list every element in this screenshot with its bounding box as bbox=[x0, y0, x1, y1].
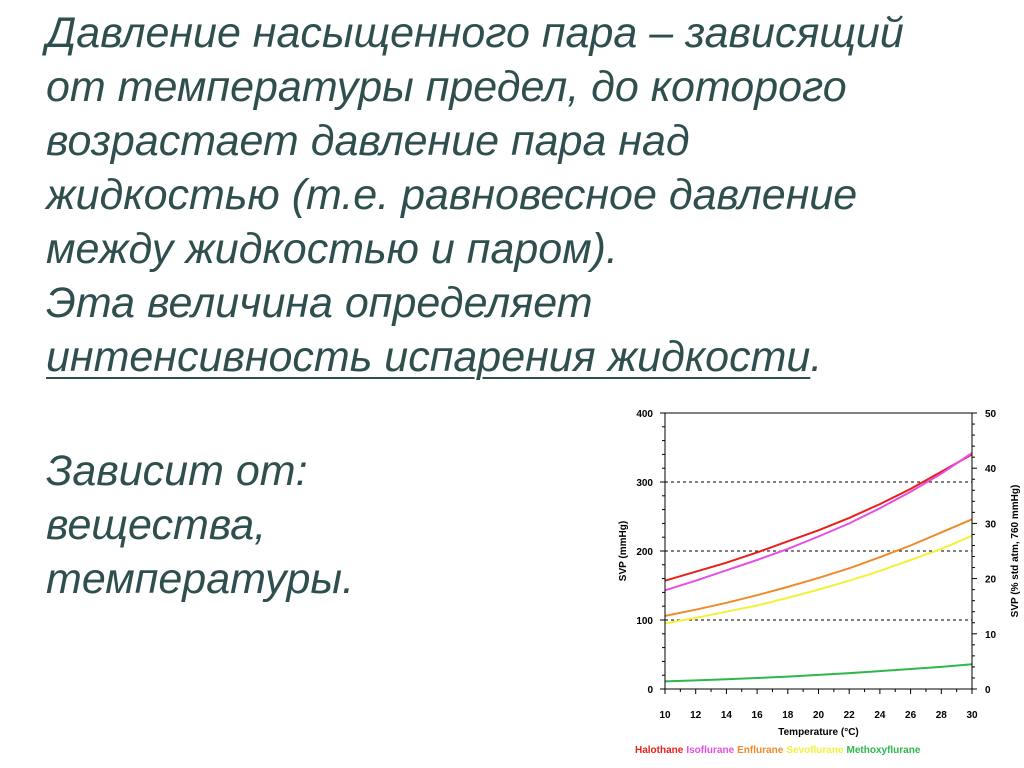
series-line-sevoflurane bbox=[665, 536, 972, 624]
x-axis-label: Temperature (°C) bbox=[778, 727, 859, 738]
x-tick-label: 10 bbox=[659, 710, 671, 721]
y-tick-label: 300 bbox=[636, 478, 653, 489]
x-tick-label: 26 bbox=[905, 710, 917, 721]
y-tick-label: 400 bbox=[636, 409, 653, 420]
legend-entry: Enflurane bbox=[737, 745, 784, 756]
y2-tick-label: 40 bbox=[985, 464, 997, 476]
legend-entry: Halothane bbox=[635, 745, 684, 756]
vapor-pressure-chart bbox=[605, 400, 1024, 768]
underlined-phrase: интенсивность испарения жидкости bbox=[46, 333, 811, 381]
legend-entry: Sevoflurane bbox=[786, 745, 844, 756]
text-line: между жидкостью и паром). bbox=[46, 225, 618, 273]
chart-canvas bbox=[605, 400, 1024, 745]
x-tick-label: 22 bbox=[843, 710, 855, 721]
y2-tick-label: 10 bbox=[985, 629, 997, 641]
series-line-halothane bbox=[665, 454, 972, 580]
y2-tick-label: 0 bbox=[985, 685, 991, 696]
text-line: Давление насыщенного пара – зависящий bbox=[46, 9, 904, 57]
y-tick-label: 0 bbox=[647, 685, 653, 696]
text-line: возрастает давление пара над bbox=[46, 117, 690, 165]
y2-tick-label: 20 bbox=[985, 574, 997, 586]
x-tick-label: 20 bbox=[812, 710, 825, 721]
depends-line: температуры. bbox=[46, 555, 355, 603]
y-tick-label: 100 bbox=[636, 616, 653, 627]
x-tick-label: 30 bbox=[966, 710, 978, 721]
text-line: жидкостью (т.е. равновесное давление bbox=[46, 171, 858, 219]
text-line: от температуры предел, до которого bbox=[46, 63, 847, 111]
x-tick-label: 14 bbox=[720, 710, 732, 721]
x-tick-label: 12 bbox=[690, 710, 702, 721]
y-axis-label: SVP (mmHg) bbox=[618, 520, 629, 582]
depends-block bbox=[46, 444, 354, 606]
period: . bbox=[810, 333, 823, 381]
x-tick-label: 28 bbox=[935, 710, 947, 721]
chart-svg bbox=[605, 400, 1024, 745]
y-tick-label: 200 bbox=[636, 547, 653, 558]
y2-tick-label: 50 bbox=[985, 409, 997, 420]
y2-tick-label: 30 bbox=[985, 519, 997, 531]
text-line bbox=[46, 330, 1006, 384]
slide-text bbox=[46, 6, 1006, 384]
legend-entry: Isoflurane bbox=[686, 745, 735, 756]
chart-legend bbox=[635, 745, 923, 756]
depends-line: вещества, bbox=[46, 501, 267, 549]
x-tick-label: 24 bbox=[874, 710, 886, 721]
text-line: Эта величина определяет bbox=[46, 279, 593, 327]
legend-entry: Methoxyflurane bbox=[846, 745, 921, 756]
depends-line: Зависит от: bbox=[46, 447, 308, 495]
series-line-methoxyflurane bbox=[665, 664, 972, 681]
y2-axis-label: SVP (% std atm, 760 mmHg) bbox=[1010, 484, 1021, 618]
x-tick-label: 16 bbox=[751, 710, 763, 721]
series-line-isoflurane bbox=[665, 453, 972, 590]
x-tick-label: 18 bbox=[782, 710, 794, 721]
